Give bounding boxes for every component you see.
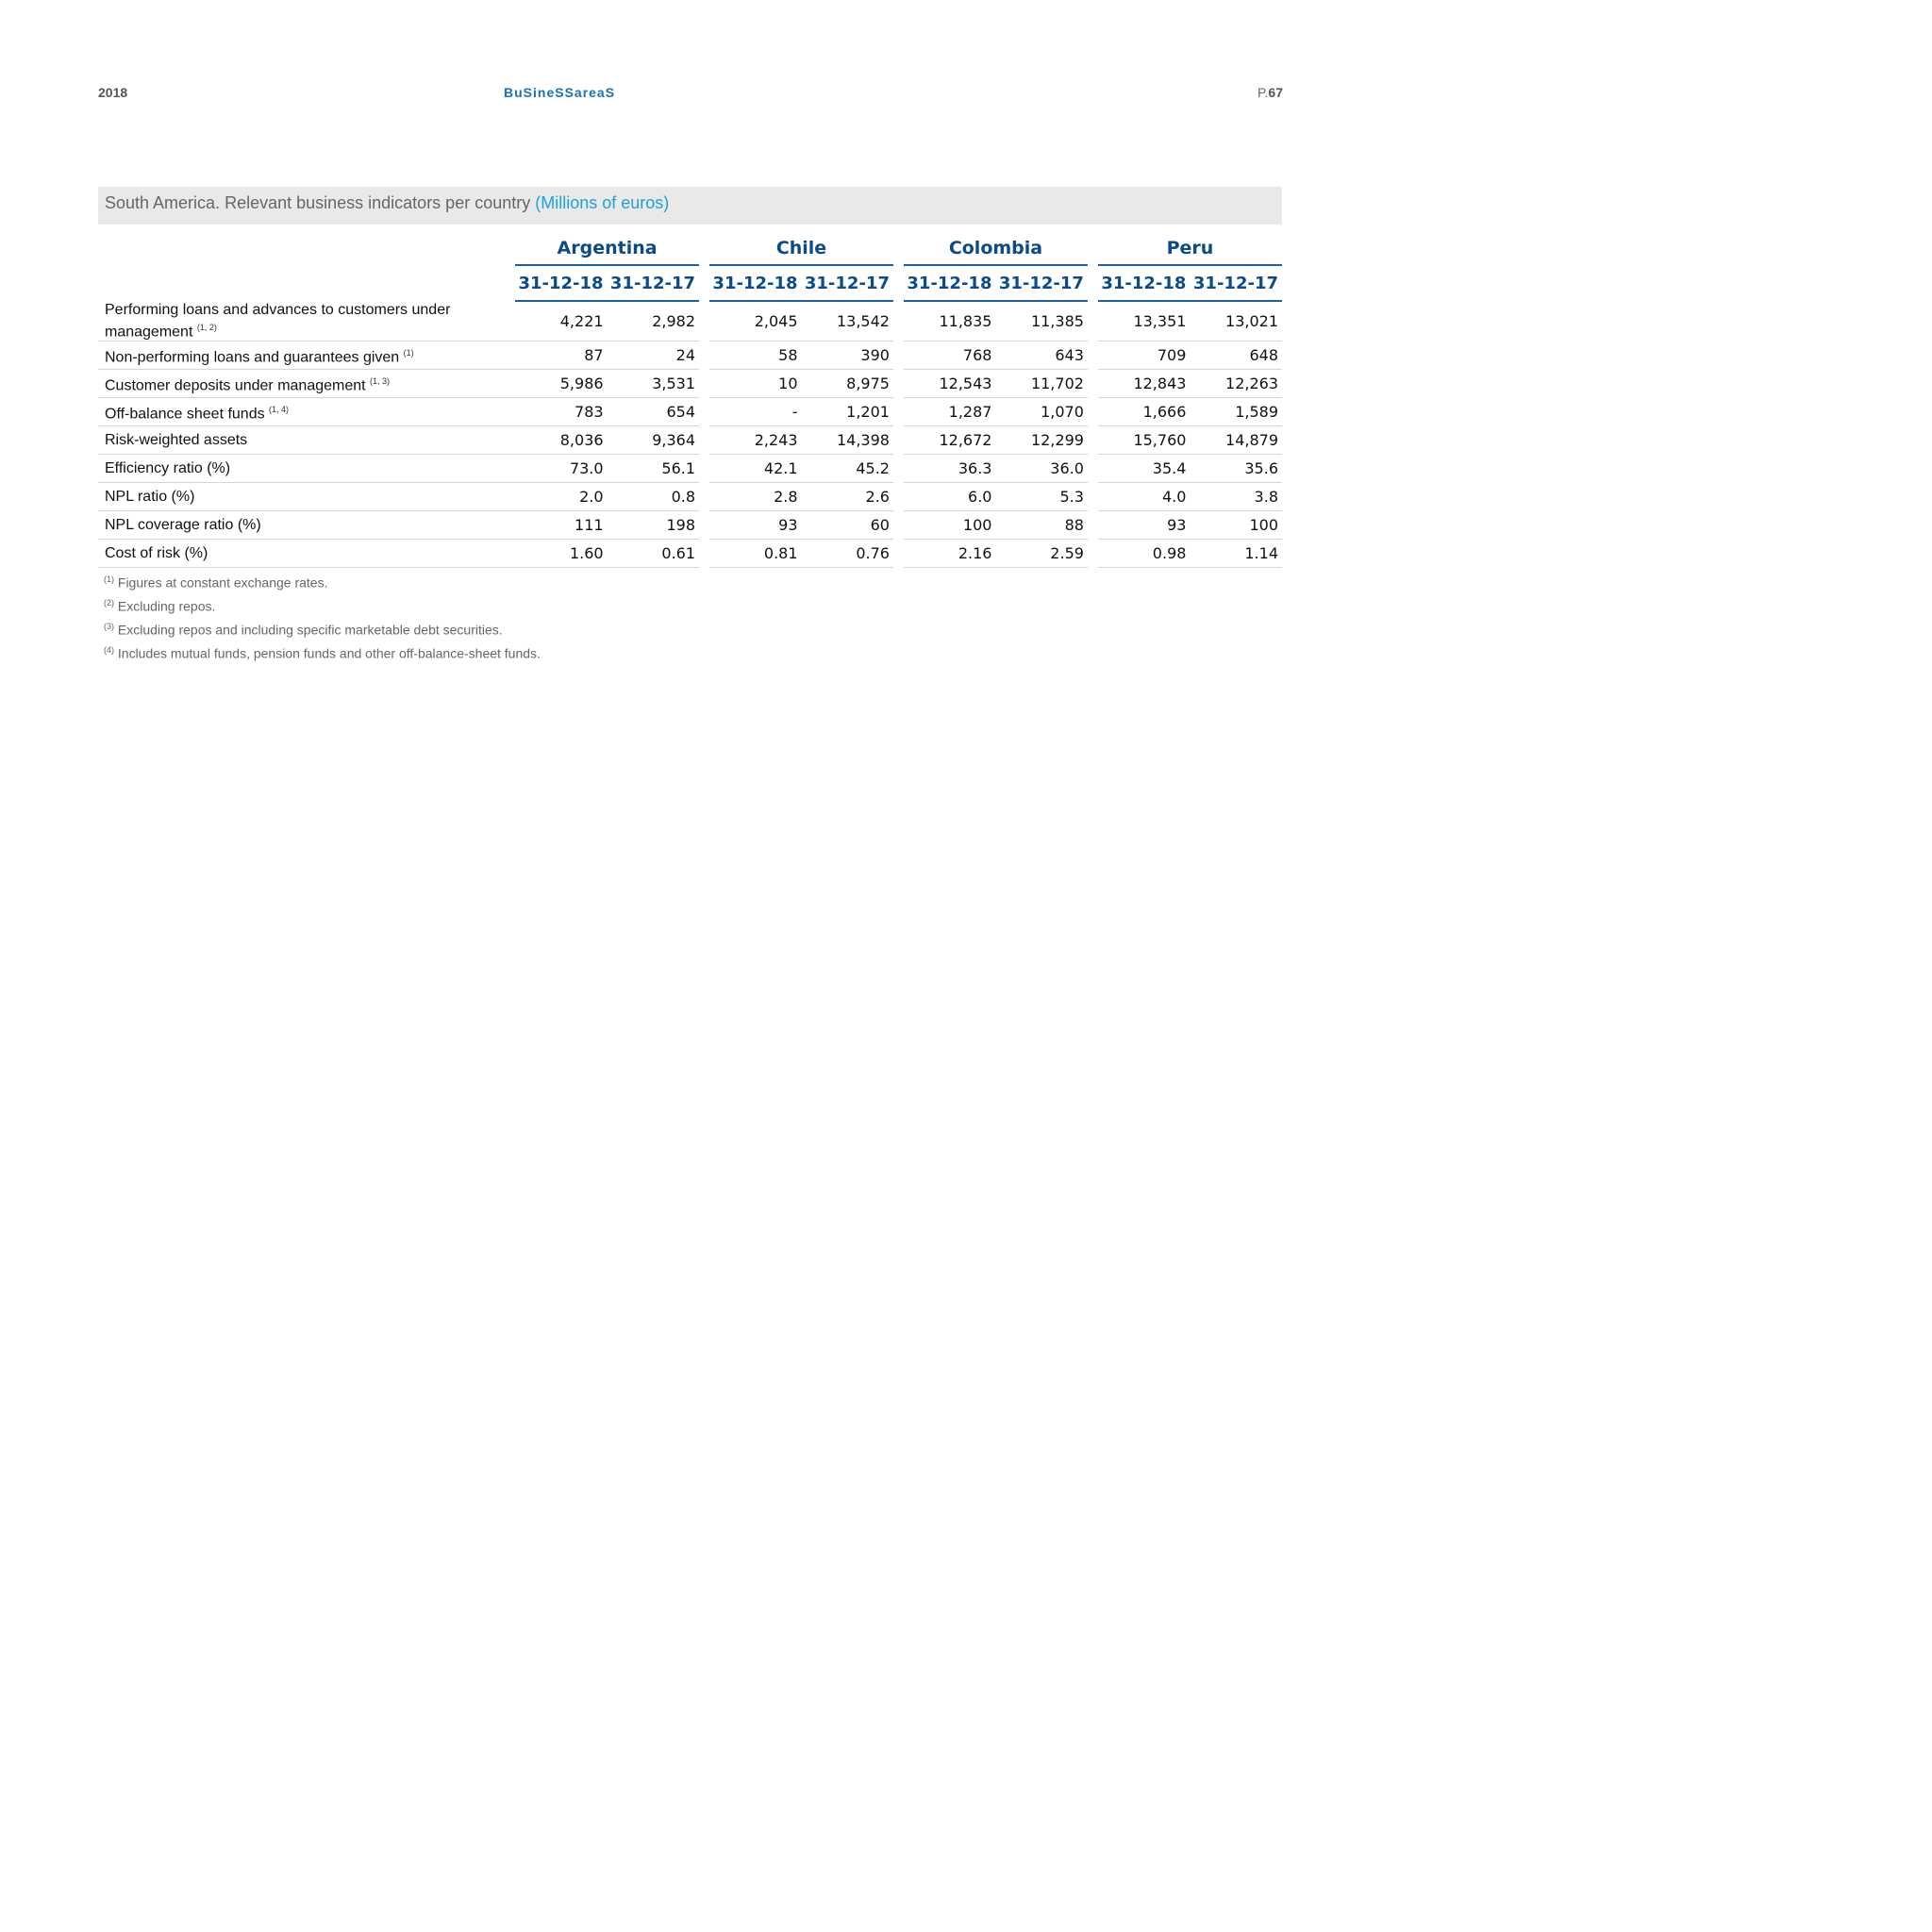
table-title-bar [98, 187, 1282, 225]
table-row [98, 302, 1282, 341]
value-cell: 14,398 [802, 426, 893, 455]
table-row [98, 511, 1282, 540]
section-title: BuSineSSareaS [504, 85, 616, 100]
footnotes [104, 570, 541, 664]
country-header: Chile [709, 232, 893, 266]
footnote-ref: (1) [403, 348, 414, 358]
column-gap [893, 398, 904, 426]
date-header: 31-12-18 [709, 266, 801, 302]
column-gap [699, 540, 709, 568]
row-label-text: NPL ratio (%) [105, 488, 195, 505]
value-cell: 1.60 [515, 540, 607, 568]
value-cell: 13,542 [802, 302, 893, 341]
footnote-ref: (1, 2) [196, 323, 217, 332]
value-cell: 93 [709, 511, 801, 540]
footnote-text: Includes mutual funds, pension funds and other off-balance-sheet funds. [117, 645, 541, 661]
row-label-text: Performing loans and advances to customers under management [105, 302, 451, 341]
column-gap [1088, 302, 1098, 341]
table-row [98, 483, 1282, 511]
value-cell: 2.0 [515, 483, 607, 511]
date-header: 31-12-18 [904, 266, 995, 302]
footnote-text: Excluding repos and including specific marketable debt securities. [117, 622, 503, 638]
column-gap [1088, 455, 1098, 483]
value-cell: 87 [515, 341, 607, 370]
column-gap [1088, 511, 1098, 540]
value-cell: 5.3 [995, 483, 1087, 511]
value-cell: 15,760 [1098, 426, 1190, 455]
value-cell: 35.6 [1190, 455, 1282, 483]
value-cell: 56.1 [608, 455, 699, 483]
column-gap [1088, 341, 1098, 370]
footnote-mark: (3) [104, 622, 114, 631]
country-header: Colombia [904, 232, 1088, 266]
value-cell: 12,543 [904, 370, 995, 398]
row-label [98, 302, 515, 341]
value-cell: 35.4 [1098, 455, 1190, 483]
value-cell: 4,221 [515, 302, 607, 341]
value-cell: 88 [995, 511, 1087, 540]
date-header: 31-12-18 [515, 266, 607, 302]
value-cell: 643 [995, 341, 1087, 370]
value-cell: 13,351 [1098, 302, 1190, 341]
country-header: Argentina [515, 232, 699, 266]
column-gap [893, 483, 904, 511]
row-label-text: Customer deposits under management [105, 377, 366, 394]
row-label [98, 398, 515, 426]
value-cell: 58 [709, 341, 801, 370]
header-gap [1088, 266, 1098, 302]
footnote-mark: (2) [104, 598, 114, 608]
value-cell: 783 [515, 398, 607, 426]
value-cell: 36.0 [995, 455, 1087, 483]
column-gap [893, 455, 904, 483]
country-header: Peru [1098, 232, 1282, 266]
value-cell: 13,021 [1190, 302, 1282, 341]
value-cell: 60 [802, 511, 893, 540]
value-cell: 1,201 [802, 398, 893, 426]
value-cell: 100 [904, 511, 995, 540]
column-gap [893, 426, 904, 455]
header-gap [699, 266, 709, 302]
value-cell: 0.76 [802, 540, 893, 568]
value-cell: 0.81 [709, 540, 801, 568]
footnote [104, 617, 541, 641]
value-cell: 11,835 [904, 302, 995, 341]
value-cell: 11,385 [995, 302, 1087, 341]
indicators-table [98, 232, 1282, 568]
footnote-ref: (1, 4) [269, 405, 290, 415]
column-gap [1088, 370, 1098, 398]
value-cell: 45.2 [802, 455, 893, 483]
row-label [98, 455, 515, 483]
column-gap [699, 511, 709, 540]
value-cell: 42.1 [709, 455, 801, 483]
row-label [98, 341, 515, 370]
column-gap [699, 483, 709, 511]
table-row [98, 341, 1282, 370]
row-label [98, 540, 515, 568]
header-blank [98, 232, 515, 266]
page-number-value: 67 [1268, 85, 1283, 100]
value-cell: 1.14 [1190, 540, 1282, 568]
row-label-text: Efficiency ratio (%) [105, 459, 231, 476]
value-cell: 93 [1098, 511, 1190, 540]
column-gap [1088, 398, 1098, 426]
value-cell: 198 [608, 511, 699, 540]
date-header: 31-12-17 [995, 266, 1087, 302]
table-row [98, 370, 1282, 398]
table-row [98, 398, 1282, 426]
value-cell: 3,531 [608, 370, 699, 398]
value-cell: 648 [1190, 341, 1282, 370]
value-cell: 2.6 [802, 483, 893, 511]
column-gap [893, 511, 904, 540]
header-gap [699, 232, 709, 266]
value-cell: 36.3 [904, 455, 995, 483]
row-label [98, 370, 515, 398]
row-label-text: NPL coverage ratio (%) [105, 516, 261, 533]
value-cell: - [709, 398, 801, 426]
value-cell: 2.8 [709, 483, 801, 511]
value-cell: 2.59 [995, 540, 1087, 568]
value-cell: 6.0 [904, 483, 995, 511]
value-cell: 2,045 [709, 302, 801, 341]
row-label [98, 511, 515, 540]
page-number [1038, 85, 1283, 100]
column-gap [699, 341, 709, 370]
footnote [104, 593, 541, 617]
table-units: (Millions of euros) [535, 193, 670, 212]
table-row [98, 455, 1282, 483]
value-cell: 12,263 [1190, 370, 1282, 398]
column-gap [699, 302, 709, 341]
column-gap [893, 370, 904, 398]
value-cell: 2.16 [904, 540, 995, 568]
value-cell: 2,243 [709, 426, 801, 455]
table-title: South America. Relevant business indicators per country [105, 193, 531, 212]
value-cell: 768 [904, 341, 995, 370]
value-cell: 1,589 [1190, 398, 1282, 426]
table-row [98, 426, 1282, 455]
date-header: 31-12-17 [608, 266, 699, 302]
column-gap [1088, 483, 1098, 511]
country-header-row [98, 232, 1282, 266]
value-cell: 1,287 [904, 398, 995, 426]
date-header-row [98, 266, 1282, 302]
value-cell: 709 [1098, 341, 1190, 370]
value-cell: 12,843 [1098, 370, 1190, 398]
table-body [98, 302, 1282, 568]
value-cell: 24 [608, 341, 699, 370]
row-label [98, 483, 515, 511]
report-year: 2018 [98, 85, 128, 100]
page-prefix: P. [1257, 85, 1269, 100]
column-gap [699, 398, 709, 426]
value-cell: 11,702 [995, 370, 1087, 398]
value-cell: 654 [608, 398, 699, 426]
value-cell: 9,364 [608, 426, 699, 455]
date-header: 31-12-17 [1190, 266, 1282, 302]
date-header: 31-12-18 [1098, 266, 1190, 302]
value-cell: 0.61 [608, 540, 699, 568]
table-row [98, 540, 1282, 568]
header-gap [1088, 232, 1098, 266]
row-label-text: Risk-weighted assets [105, 431, 248, 448]
column-gap [893, 341, 904, 370]
value-cell: 5,986 [515, 370, 607, 398]
value-cell: 111 [515, 511, 607, 540]
value-cell: 1,070 [995, 398, 1087, 426]
footnote-mark: (1) [104, 575, 114, 584]
value-cell: 100 [1190, 511, 1282, 540]
value-cell: 4.0 [1098, 483, 1190, 511]
value-cell: 12,672 [904, 426, 995, 455]
value-cell: 8,036 [515, 426, 607, 455]
footnote [104, 641, 541, 664]
column-gap [1088, 426, 1098, 455]
row-label-text: Non-performing loans and guarantees given [105, 349, 400, 366]
column-gap [699, 370, 709, 398]
footnote-text: Excluding repos. [117, 598, 216, 614]
value-cell: 0.98 [1098, 540, 1190, 568]
date-header: 31-12-17 [802, 266, 893, 302]
value-cell: 12,299 [995, 426, 1087, 455]
column-gap [699, 426, 709, 455]
column-gap [699, 455, 709, 483]
column-gap [893, 540, 904, 568]
column-gap [893, 302, 904, 341]
row-label-text: Off-balance sheet funds [105, 406, 265, 423]
value-cell: 73.0 [515, 455, 607, 483]
header-blank [98, 266, 515, 302]
value-cell: 2,982 [608, 302, 699, 341]
footnote-text: Figures at constant exchange rates. [117, 575, 328, 591]
value-cell: 8,975 [802, 370, 893, 398]
value-cell: 14,879 [1190, 426, 1282, 455]
value-cell: 0.8 [608, 483, 699, 511]
footnote [104, 570, 541, 593]
row-label-text: Cost of risk (%) [105, 544, 208, 561]
column-gap [1088, 540, 1098, 568]
value-cell: 10 [709, 370, 801, 398]
value-cell: 390 [802, 341, 893, 370]
header-gap [893, 266, 904, 302]
footnote-mark: (4) [104, 645, 114, 655]
value-cell: 3.8 [1190, 483, 1282, 511]
row-label [98, 426, 515, 455]
value-cell: 1,666 [1098, 398, 1190, 426]
footnote-ref: (1, 3) [370, 376, 391, 387]
header-gap [893, 232, 904, 266]
